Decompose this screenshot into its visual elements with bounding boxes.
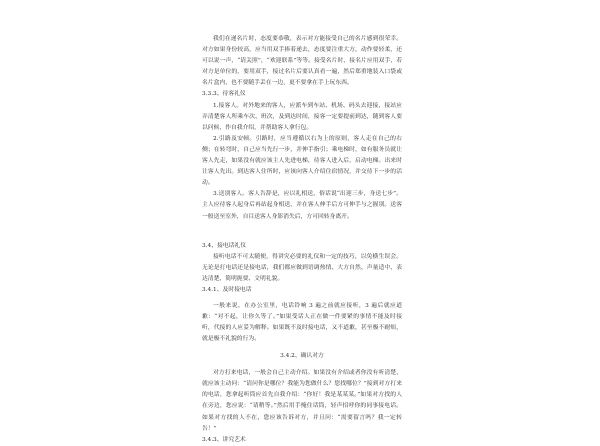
paragraph-identify-caller: 对方打来电话，一般会自己主动介绍。如果没有介绍或者你没有听清楚，就应该主动问：“请问你是哪位？我能为您做什么？您找哪位？”接到对方打来的电话，您拿起听筒应首先自我介绍：“你好！我是某某某。”如果对方找的人在旁边，您应说：“请稍等。”然后用手掩住话筒，轻声招呼你的同事接电话。如果对方找的人不在，您应该告诉对方，并且问：“需要留言吗？我一定转告！”	[202, 370, 402, 432]
paragraph-business-card: 我们在递名片时，态度要恭敬，表示对方能接受自己的名片感到很荣幸。对方如果身份较高，应当用双手捧着递去，态度要注重大方，动作要轻柔，还可以说一声，“请关照”，“欢迎联系”等等。接受名片时，接名片应用双手，若对方是单位的，要用双手，接过名片后要认真看一遍，然后郑重地装入口袋或名片盒内，也不要随手丢在一边，更不要拿在手上玩东西。	[202, 36, 402, 87]
paragraph-guide-and-settle: 2.引路及安顿。引路时，应当遵循以右为上的原则，客人走在自己的右侧；在转弯时，自己应当先行一步，并伸手指引；乘电梯时，如有服务员就让客人先走，如果没有就应该主人先进电梯，待客人进入后，启动电梯。出来时让客人先出。到达客人住所时，应该向客人介绍住宿情况，并交待下一步的活动。	[202, 135, 402, 187]
document-body	[202, 34, 402, 446]
paragraph-phone-intro: 接听电话不可太随便，得讲究必要的礼仪和一定的技巧，以免横生误会。无论是打电话还是接电话，我们都应做到语调热情、大方自然、声量适中、表达清楚、简明扼要、文明礼貌。	[202, 253, 402, 282]
section-gap	[202, 223, 402, 241]
subsection-heading-speaking-art: 3.4.3、讲究艺术	[202, 436, 246, 443]
section-heading-reception-etiquette: 3.3.3、待客礼仪	[202, 91, 246, 98]
paragraph-receive-guests: 1.接客人。对外地来的客人，应派车到车站、机场、码头去迎接，接站应弄清楚客人所乘车次、班次，及到达时间，接客一定要提前到达，随到客人要以问候，作自我介绍，并帮助客人拿行包。	[202, 102, 402, 131]
subsection-heading-answer-promptly: 3.4.1、及时接电话	[202, 286, 252, 293]
paragraph-see-guests-off: 3.送别客人。客人告辞是，应以礼相送，俗话说“出迎三步，身送七步”。主人应待客人起身后再站起身相送，并在客人伸手后方可伸手与之握别。送客一般送至室外，自目送客人身影消失后，方可回转身离开。	[202, 191, 402, 220]
paragraph-answer-promptly: 一般来说，在办公室里，电话铃响 3 遍之前就应接听，3 遍后就应道歉：“对不起，让你久等了。”如果受话人正在做一件要紧的事情不能及时接听，代接的人应妥为解释。如果既不及时接电话，又不道歉，甚至极不耐烦，就是极不礼貌的行为。	[202, 303, 402, 343]
subsection-heading-identify-caller: 3.4.2、确认对方	[280, 353, 324, 360]
section-heading-phone-etiquette: 3.4、接电话礼仪	[202, 242, 247, 249]
